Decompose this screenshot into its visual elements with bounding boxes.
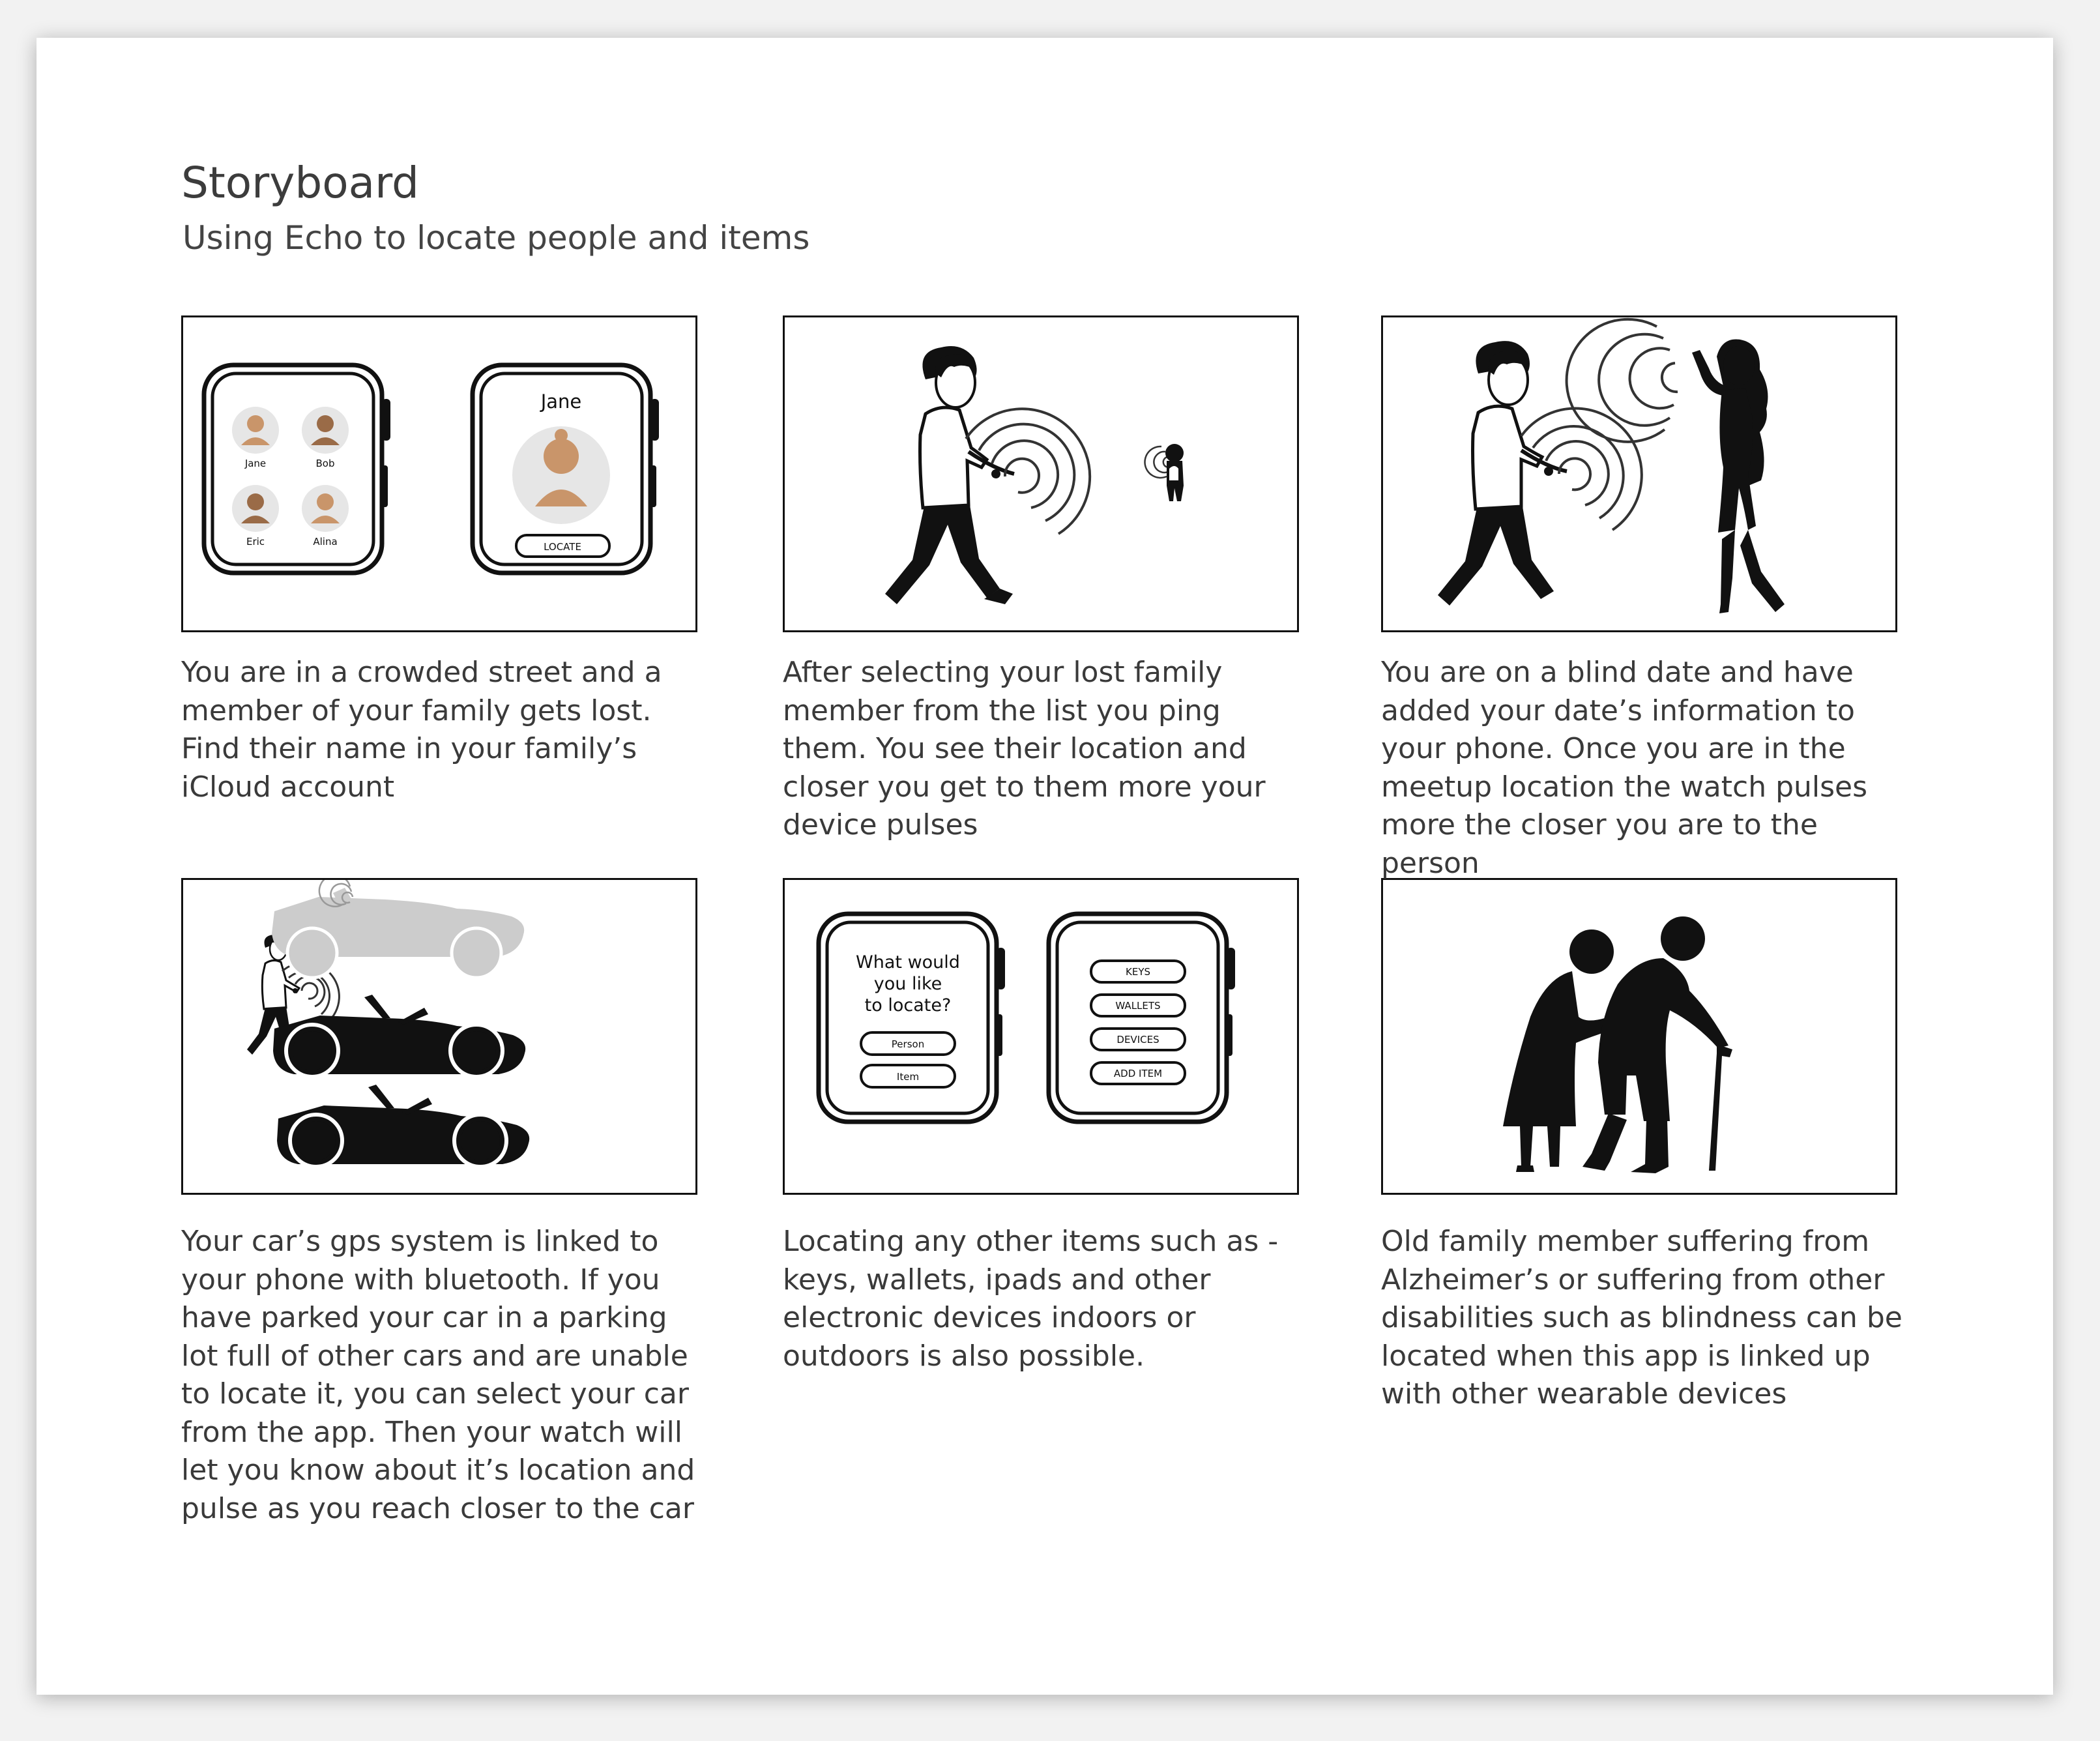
pulse-waves-woman <box>1567 319 1678 442</box>
keys-item-button[interactable] <box>1091 961 1185 982</box>
question-line-2: you like <box>873 974 942 994</box>
watch-contact-list <box>204 365 390 573</box>
lost-child-figure <box>1145 444 1184 501</box>
caption-panel-6: Old family member suffering from Alzheimer’s or suffering from other disabilities such as blindness can be located when this app is linked up with other wearable devices <box>1381 1225 1903 1411</box>
contact-label-bob: Bob <box>315 458 335 469</box>
page-subtitle: Using Echo to locate people and items <box>182 219 810 257</box>
contact-label-jane: Jane <box>244 458 267 469</box>
panel-watch-contacts <box>181 315 697 632</box>
caption-panel-4: Your car’s gps system is linked to your phone with bluetooth. If you have parked your car in a parking lot full of other cars and are unable to locate it, you can select your car from the app. Then your watch will let you know about it’s location and pulse as you reach closer to the car <box>181 1225 695 1525</box>
caption-panel-3: You are on a blind date and have added your date’s information to your phone. Once you are in the meetup location the watch pulses more the closer you are to the person <box>1381 656 1868 880</box>
blind-date-illustration <box>1383 317 1895 630</box>
question-line-1: What would <box>856 952 960 973</box>
watch-locate-question <box>819 914 1005 1122</box>
devices-item-button[interactable] <box>1091 1029 1185 1050</box>
caption-panel-2: After selecting your lost family member from the list you ping them. You see their location and closer you get to them more your device pulses <box>783 656 1266 841</box>
watch-contacts-illustration <box>183 317 695 630</box>
parked-car <box>277 1085 529 1167</box>
walking-man-figure <box>885 346 1014 604</box>
panel-ping-family <box>783 315 1299 632</box>
item-option-label: Item <box>896 1071 920 1083</box>
person-option-button[interactable] <box>861 1032 955 1055</box>
parked-car-highlighted[interactable] <box>272 880 524 978</box>
panel-car-locate <box>181 878 697 1195</box>
locate-button[interactable] <box>516 535 609 557</box>
wallets-item-label: WALLETS <box>1115 1000 1161 1012</box>
watch-item-list <box>1049 914 1235 1122</box>
panel-locate-items <box>783 878 1299 1195</box>
caption-panel-5: Locating any other items such as - keys, wallets, ipads and other electronic devices indoors or outdoors is also possible. <box>783 1225 1279 1373</box>
person-option-label: Person <box>891 1038 925 1050</box>
locate-items-illustration <box>785 880 1297 1193</box>
pulse-waves-man <box>1521 409 1642 530</box>
add-item-label: ADD ITEM <box>1113 1068 1163 1079</box>
locate-button-label: LOCATE <box>544 541 581 553</box>
elderly-couple-illustration <box>1383 880 1895 1193</box>
panel-elderly <box>1381 878 1897 1195</box>
caption-panel-1: You are in a crowded street and a member of your family gets lost. Find their name in your family’s iCloud account <box>181 656 662 804</box>
car-locate-illustration <box>183 880 695 1193</box>
woman-silhouette <box>1692 340 1785 613</box>
devices-item-label: DEVICES <box>1116 1034 1159 1046</box>
parked-car <box>273 995 525 1077</box>
walking-man-figure <box>1438 341 1567 606</box>
add-item-button[interactable] <box>1091 1062 1185 1084</box>
elderly-woman-silhouette <box>1503 929 1614 1172</box>
detail-avatar <box>512 426 610 524</box>
pulse-waves-large <box>966 409 1090 534</box>
panel-blind-date <box>1381 315 1897 632</box>
keys-item-label: KEYS <box>1126 966 1150 978</box>
watch-contact-detail <box>473 365 659 573</box>
question-line-3: to locate? <box>864 995 952 1016</box>
page-title: Storyboard <box>181 158 419 208</box>
ping-family-illustration <box>785 317 1297 630</box>
wallets-item-button[interactable] <box>1091 995 1185 1016</box>
detail-name: Jane <box>540 390 582 413</box>
contact-label-alina: Alina <box>313 536 338 548</box>
item-option-button[interactable] <box>861 1065 955 1087</box>
contact-label-eric: Eric <box>246 536 265 548</box>
